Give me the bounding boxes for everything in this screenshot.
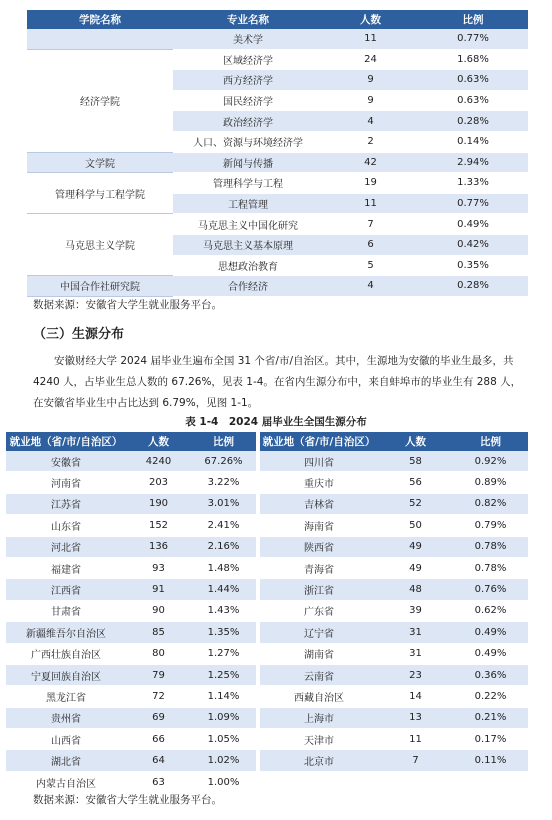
ratio-cell: 2.16%	[191, 536, 256, 557]
region-cell: 浙江省	[260, 579, 378, 600]
region-cell: 广西壮族自治区	[6, 643, 126, 664]
major-cell: 人口、资源与环境经济学	[173, 131, 323, 152]
region-cell: 安徽省	[6, 451, 126, 472]
region-cell: 云南省	[260, 664, 378, 685]
header-count: 人数	[378, 432, 453, 451]
table-row	[6, 686, 528, 707]
table-row	[6, 493, 528, 514]
table-row	[6, 472, 528, 493]
count-cell: 91	[126, 579, 191, 600]
ratio-cell: 0.79%	[453, 515, 528, 536]
count-cell: 52	[378, 493, 453, 514]
region-cell	[260, 771, 378, 792]
count-cell: 4	[323, 276, 418, 297]
ratio-cell: 1.43%	[191, 600, 256, 621]
count-cell: 90	[126, 600, 191, 621]
header-count: 人数	[126, 432, 191, 451]
ratio-cell: 0.63%	[418, 90, 528, 111]
region-cell: 广东省	[260, 600, 378, 621]
count-cell: 79	[126, 664, 191, 685]
count-cell: 7	[323, 214, 418, 235]
ratio-cell: 0.92%	[453, 451, 528, 472]
ratio-cell: 0.22%	[453, 686, 528, 707]
ratio-cell: 0.77%	[418, 29, 528, 49]
major-cell: 西方经济学	[173, 70, 323, 91]
table-row	[6, 579, 528, 600]
count-cell: 14	[378, 686, 453, 707]
count-cell: 136	[126, 536, 191, 557]
ratio-cell: 0.35%	[418, 255, 528, 276]
count-cell: 203	[126, 472, 191, 493]
body-paragraph: 安徽财经大学 2024 届毕业生遍布全国 31 个省/市/自治区。其中，生源地为安徽的毕业生最多，共 4240 人，占毕业生总人数的 67.26%，见表 1-4。在省内生源分布中，来自蚌埠市的毕业生有 288 人，在安徽省毕业生中占比达到 6.79%，见图 1-1。	[33, 355, 522, 409]
major-cell: 管理科学与工程	[173, 173, 323, 194]
ratio-cell: 0.78%	[453, 536, 528, 557]
table-row	[6, 664, 528, 685]
ratio-cell: 0.49%	[453, 643, 528, 664]
major-cell: 合作经济	[173, 276, 323, 297]
count-cell: 23	[378, 664, 453, 685]
table-row	[27, 214, 528, 235]
table-header-row	[6, 432, 528, 451]
college-cell	[27, 29, 173, 49]
region-cell: 上海市	[260, 707, 378, 728]
major-cell: 新闻与传播	[173, 152, 323, 173]
count-cell: 85	[126, 622, 191, 643]
ratio-cell: 0.78%	[453, 557, 528, 578]
table-header-row	[27, 10, 528, 29]
region-cell: 青海省	[260, 557, 378, 578]
major-distribution-table	[27, 10, 528, 297]
data-source-note: 数据来源：安徽省大学生就业服务平台。	[33, 299, 222, 311]
major-cell: 马克思主义中国化研究	[173, 214, 323, 235]
region-cell: 北京市	[260, 750, 378, 771]
region-cell: 江苏省	[6, 493, 126, 514]
ratio-cell: 0.36%	[453, 664, 528, 685]
count-cell: 11	[378, 729, 453, 750]
ratio-cell: 1.68%	[418, 49, 528, 70]
region-cell: 重庆市	[260, 472, 378, 493]
ratio-cell: 0.63%	[418, 70, 528, 91]
major-cell: 国民经济学	[173, 90, 323, 111]
count-cell: 190	[126, 493, 191, 514]
ratio-cell: 0.89%	[453, 472, 528, 493]
ratio-cell: 1.35%	[191, 622, 256, 643]
ratio-cell: 1.25%	[191, 664, 256, 685]
ratio-cell: 0.82%	[453, 493, 528, 514]
count-cell: 48	[378, 579, 453, 600]
count-cell: 4240	[126, 451, 191, 472]
header-ratio: 比例	[191, 432, 256, 451]
table-row	[6, 515, 528, 536]
count-cell: 56	[378, 472, 453, 493]
ratio-cell: 1.27%	[191, 643, 256, 664]
count-cell: 152	[126, 515, 191, 536]
count-cell: 63	[126, 771, 191, 792]
count-cell: 49	[378, 557, 453, 578]
ratio-cell: 0.21%	[453, 707, 528, 728]
ratio-cell: 1.02%	[191, 750, 256, 771]
header-count: 人数	[323, 10, 418, 29]
count-cell: 11	[323, 29, 418, 49]
header-ratio: 比例	[453, 432, 528, 451]
ratio-cell: 0.49%	[453, 622, 528, 643]
count-cell: 5	[323, 255, 418, 276]
region-cell: 河南省	[6, 472, 126, 493]
major-cell: 马克思主义基本原理	[173, 234, 323, 255]
count-cell: 64	[126, 750, 191, 771]
region-cell: 福建省	[6, 557, 126, 578]
region-cell: 贵州省	[6, 707, 126, 728]
region-cell: 新疆维吾尔自治区	[6, 622, 126, 643]
header-major: 专业名称	[173, 10, 323, 29]
table-row	[6, 600, 528, 621]
ratio-cell: 0.49%	[418, 214, 528, 235]
college-cell: 马克思主义学院	[27, 214, 173, 276]
table-row	[27, 276, 528, 297]
count-cell	[378, 771, 453, 792]
ratio-cell: 2.94%	[418, 152, 528, 173]
count-cell: 58	[378, 451, 453, 472]
table-row	[6, 622, 528, 643]
ratio-cell: 0.11%	[453, 750, 528, 771]
region-cell: 山西省	[6, 729, 126, 750]
ratio-cell: 1.33%	[418, 173, 528, 194]
count-cell: 31	[378, 643, 453, 664]
count-cell: 39	[378, 600, 453, 621]
ratio-cell: 3.01%	[191, 493, 256, 514]
count-cell: 66	[126, 729, 191, 750]
count-cell: 72	[126, 686, 191, 707]
major-cell: 区域经济学	[173, 49, 323, 70]
table-row	[6, 750, 528, 771]
header-region: 就业地（省/市/自治区）	[260, 432, 378, 451]
region-cell: 四川省	[260, 451, 378, 472]
count-cell: 6	[323, 234, 418, 255]
header-ratio: 比例	[418, 10, 528, 29]
region-cell: 湖北省	[6, 750, 126, 771]
ratio-cell: 0.28%	[418, 276, 528, 297]
region-cell: 海南省	[260, 515, 378, 536]
college-cell: 文学院	[27, 152, 173, 173]
region-cell: 河北省	[6, 536, 126, 557]
college-cell: 中国合作社研究院	[27, 276, 173, 297]
count-cell: 31	[378, 622, 453, 643]
table-row	[6, 643, 528, 664]
count-cell: 13	[378, 707, 453, 728]
region-cell: 辽宁省	[260, 622, 378, 643]
table-row	[6, 729, 528, 750]
count-cell: 24	[323, 49, 418, 70]
data-source-note: 数据来源：安徽省大学生就业服务平台。	[33, 794, 222, 806]
count-cell: 9	[323, 90, 418, 111]
major-cell: 工程管理	[173, 193, 323, 214]
section-title: （三）生源分布	[33, 327, 125, 342]
header-college: 学院名称	[27, 10, 173, 29]
college-cell: 管理科学与工程学院	[27, 173, 173, 214]
ratio-cell: 1.14%	[191, 686, 256, 707]
region-cell: 湖南省	[260, 643, 378, 664]
ratio-cell: 0.17%	[453, 729, 528, 750]
origin-distribution-table	[6, 432, 528, 793]
region-cell: 山东省	[6, 515, 126, 536]
ratio-cell: 0.42%	[418, 234, 528, 255]
major-cell: 政治经济学	[173, 111, 323, 132]
header-region: 就业地（省/市/自治区）	[6, 432, 126, 451]
major-cell: 思想政治教育	[173, 255, 323, 276]
table-row	[6, 707, 528, 728]
ratio-cell: 1.09%	[191, 707, 256, 728]
ratio-cell: 1.44%	[191, 579, 256, 600]
table-row	[27, 49, 528, 70]
region-cell: 宁夏回族自治区	[6, 664, 126, 685]
table-caption: 表 1-4 2024 届毕业生全国生源分布	[185, 416, 367, 428]
count-cell: 50	[378, 515, 453, 536]
region-cell: 内蒙古自治区	[6, 771, 126, 792]
table-row	[27, 173, 528, 194]
count-cell: 49	[378, 536, 453, 557]
ratio-cell: 0.76%	[453, 579, 528, 600]
college-cell: 经济学院	[27, 49, 173, 152]
ratio-cell: 0.28%	[418, 111, 528, 132]
count-cell: 80	[126, 643, 191, 664]
ratio-cell: 67.26%	[191, 451, 256, 472]
count-cell: 42	[323, 152, 418, 173]
ratio-cell: 0.77%	[418, 193, 528, 214]
count-cell: 9	[323, 70, 418, 91]
count-cell: 69	[126, 707, 191, 728]
region-cell: 陕西省	[260, 536, 378, 557]
ratio-cell: 1.05%	[191, 729, 256, 750]
ratio-cell: 1.00%	[191, 771, 256, 792]
ratio-cell	[453, 771, 528, 792]
table-row	[27, 152, 528, 173]
table-row	[27, 29, 528, 49]
region-cell: 吉林省	[260, 493, 378, 514]
count-cell: 11	[323, 193, 418, 214]
table-row	[6, 771, 528, 792]
ratio-cell: 0.14%	[418, 131, 528, 152]
count-cell: 19	[323, 173, 418, 194]
count-cell: 93	[126, 557, 191, 578]
region-cell: 天津市	[260, 729, 378, 750]
ratio-cell: 2.41%	[191, 515, 256, 536]
ratio-cell: 0.62%	[453, 600, 528, 621]
table-row	[6, 451, 528, 472]
region-cell: 甘肃省	[6, 600, 126, 621]
count-cell: 4	[323, 111, 418, 132]
region-cell: 西藏自治区	[260, 686, 378, 707]
major-cell: 美术学	[173, 29, 323, 49]
ratio-cell: 3.22%	[191, 472, 256, 493]
table-row	[6, 536, 528, 557]
count-cell: 7	[378, 750, 453, 771]
region-cell: 江西省	[6, 579, 126, 600]
count-cell: 2	[323, 131, 418, 152]
region-cell: 黑龙江省	[6, 686, 126, 707]
ratio-cell: 1.48%	[191, 557, 256, 578]
table-row	[6, 557, 528, 578]
